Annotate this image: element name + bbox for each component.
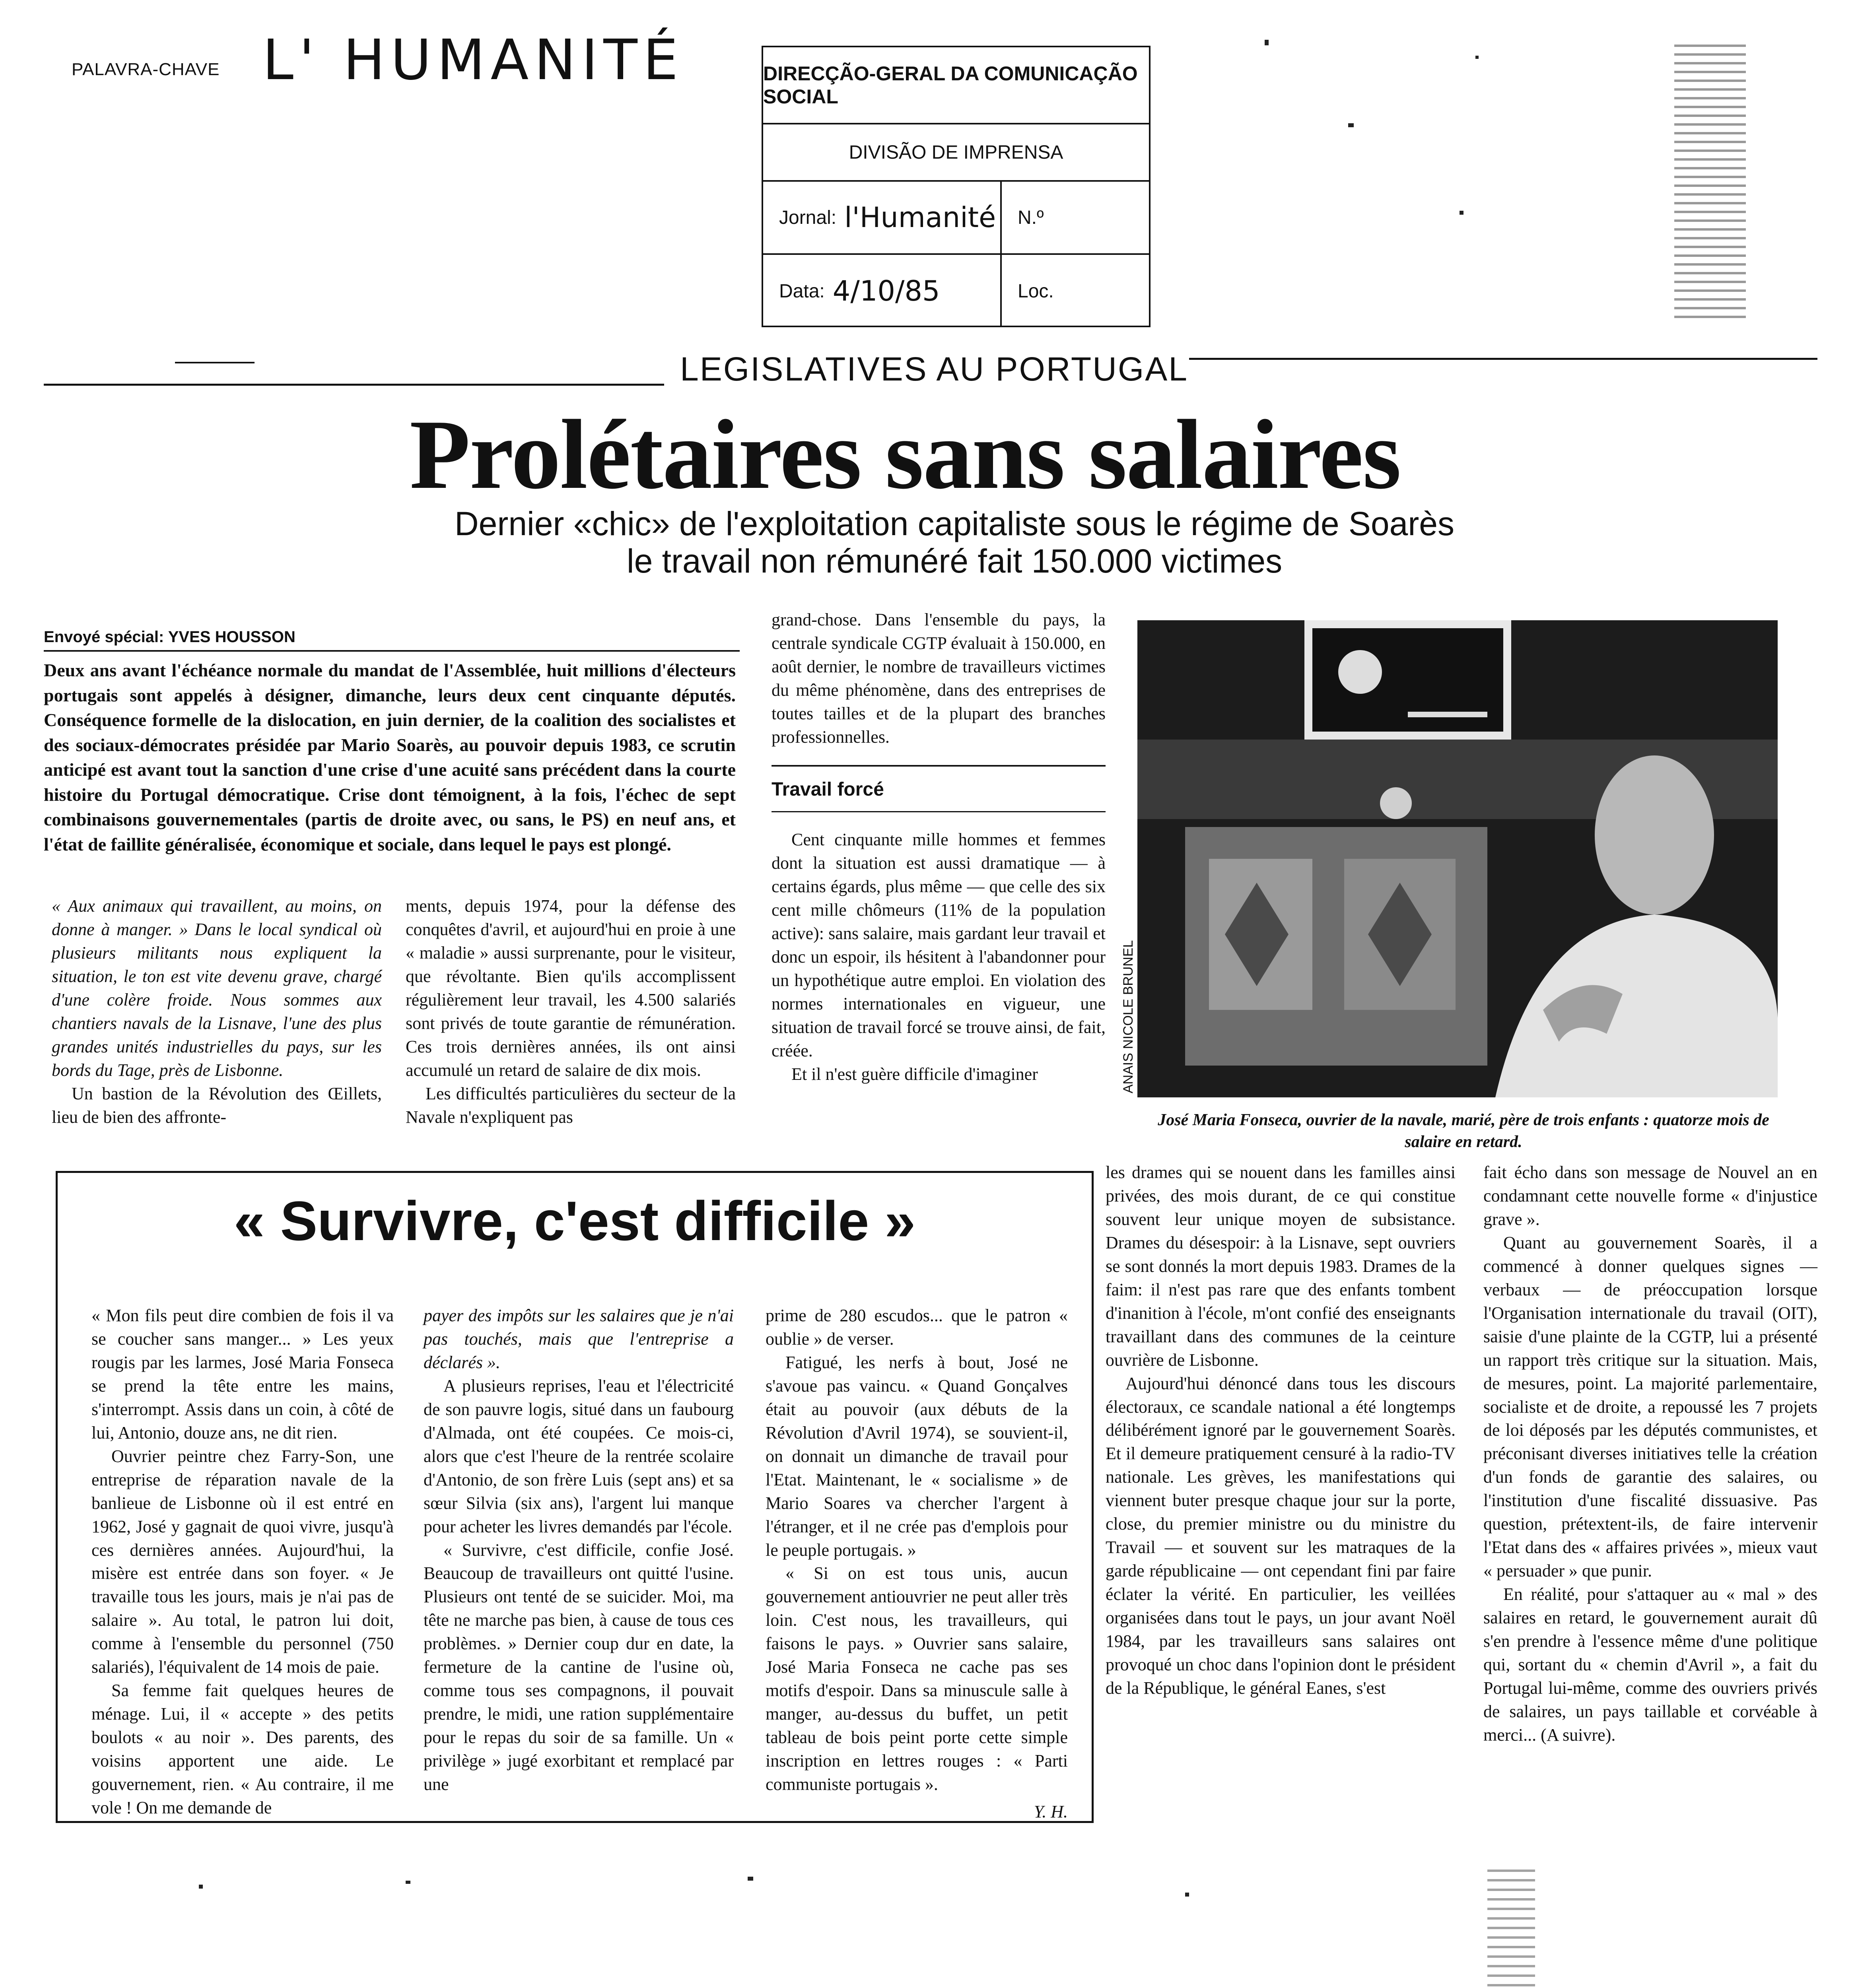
stamp-loc: Loc.	[1018, 280, 1054, 302]
scan-noise	[1253, 24, 1849, 334]
stamp-line-1: DIRECÇÃO-GERAL DA COMUNICAÇÃO SOCIAL	[763, 47, 1149, 124]
article-column-5	[1483, 1161, 1817, 1747]
section-subtitle: Travail forcé	[772, 779, 884, 800]
photo-illustration	[1137, 620, 1778, 1097]
scan-noise-bottom	[151, 1869, 1821, 1988]
sidebar-column-3	[766, 1304, 1068, 1824]
paragraph: les drames qui se nouent dans les familles ainsi privées, des mois durant, de ce qui constitue souvent leur unique moyen de subsistance. Drames du désespoir: à la Lisnave, sept ouvriers se sont donnés la mort depuis 1983. Drames de la faim: il n'est pas rare que des enfants tombent d'inanition à l'école, m'ont confié des enseignants travaillant dans des communes de la ceinture ouvrière de Lisbonne.	[1106, 1163, 1456, 1370]
article-column-4	[1106, 1161, 1456, 1700]
article-column-2	[406, 895, 736, 1129]
stamp-numero: N.º	[1018, 207, 1044, 228]
sidebar-title: « Survivre, c'est difficile »	[233, 1190, 916, 1252]
keyword-handwritten: L' HUMANITÉ	[262, 28, 684, 93]
paragraph: Ouvrier peintre chez Farry-Son, une entreprise de réparation navale de la banlieue de Lisbonne où il est entré en 1962, José y gagnait de quoi vivre, jusqu'à ces dernières années. Aujourd'hui, la misère est entrée dans son foyer. « Je travaille tous les jours, mais je n'ai pas de salaire ». Au total, le patron lui doit, comme à l'ensemble du personnel (750 salariés), l'équivalent de 14 mois de paie.	[91, 1446, 394, 1677]
paragraph: prime de 280 escudos... que le patron « oublie » de verser.	[766, 1306, 1068, 1349]
paragraph: fait écho dans son message de Nouvel an en condamnant cette nouvelle forme « d'injustice grave ».	[1483, 1163, 1817, 1229]
paragraph: Les difficultés particulières du secteur de la Navale n'expliquent pas	[406, 1083, 736, 1127]
section-tag: LEGISLATIVES AU PORTUGAL	[680, 350, 1188, 388]
photo-credit: ANAIS NICOLE BRUNEL	[1121, 940, 1136, 1093]
stamp-data: Data: 4/10/85	[763, 255, 1002, 327]
keyword-label: PALAVRA-CHAVE	[72, 60, 220, 79]
subheadline: Dernier «chic» de l'exploitation capitaliste sous le régime de Soarès le travail non rémunéré fait 150.000 victimes	[454, 505, 1455, 580]
paragraph: Quant au gouvernement Soarès, il a commencé à donner quelques signes — verbaux — de préoccupation lorsque l'Organisation internationale du travail (OIT), saisie d'une plainte de la CGTP, lui a présenté un rapport très critique sur la situation. Mais, de mesures, point. La majorité parlementaire, socialiste et de droite, a repoussé les 7 projets de loi déposés par les députés communistes, et préconisant diverses initiatives telle la création d'un fonds de garantie des salaires, ou l'institution d'une fiscalité dissuasive. Pas question, prétextent-ils, de faire intervenir l'Etat dans des « affaires privées », mieux vaut « persuader » que punir.	[1483, 1233, 1817, 1581]
paragraph: ments, depuis 1974, pour la défense des conquêtes d'avril, et aujourd'hui en proie à une « maladie » aussi surprenante, pour le visiteur, que révoltante. Bien qu'ils accomplissent régulièrement leur travail, les 4.500 salariés sont privés de toute garantie de rémunération. Ces trois dernières années, ils ont ainsi accumulé un retard de salaire de dix mois.	[406, 896, 736, 1080]
paragraph: A plusieurs reprises, l'eau et l'électricité de son pauvre logis, situé dans un faubourg d'Almada, ont été coupées. Ce mois-ci, alors que c'est l'heure de la rentrée scolaire d'Antonio, de son frère Luis (sept ans) et sa sœur Silvia (six ans), l'argent lui manque pour acheter les livres demandés par l'école.	[424, 1376, 734, 1536]
byline-rule	[44, 650, 740, 652]
paragraph: Cent cinquante mille hommes et femmes dont la situation est aussi dramatique — à certains égards, plus même — que celle des six cent mille chômeurs (11% de la population active): sans salaire, mais gardant leur travail et donc un espoir, ils hésitent à l'abandonner pour un hypothétique autre emploi. En violation des normes internationales en vigueur, une situation de travail forcé se trouve ainsi, de fait, créée.	[772, 830, 1106, 1060]
paragraph: Fatigué, les nerfs à bout, José ne s'avoue pas vaincu. « Quand Gonçalves était au pouvoir (aux débuts de la Révolution d'Avril 1974), se souvient-il, on donnait un dimanche de travail pour l'Etat. Maintenant, le « socialisme » de Mario Soares va chercher l'argent à l'étranger, et il ne crée pas d'emplois pour le peuple portugais. »	[766, 1352, 1068, 1560]
sidebar-box	[56, 1171, 1094, 1823]
headline: Prolétaires sans salaires	[410, 400, 1401, 510]
paragraph: Et il n'est guère difficile d'imaginer	[791, 1064, 1038, 1084]
section-rule-left	[44, 384, 664, 386]
article-column-3	[772, 608, 1106, 1086]
paragraph: « Survivre, c'est difficile, confie José. Beaucoup de travailleurs ont quitté l'usine. Plusieurs ont tenté de se suicider. Moi, ma tête ne marche pas bien, à cause de tous ces problèmes. » Dernier coup dur en date, la fermeture de la cantine de l'usine où, comme tous ses compagnons, il pouvait prendre, le midi, une ration supplémentaire pour le repas du soir de sa famille. Un « privilège » jugé exorbitant et remplacé par une	[424, 1540, 734, 1794]
stamp-jornal: Jornal: l'Humanité	[763, 182, 1002, 253]
paragraph: Aujourd'hui dénoncé dans tous les discours électoraux, ce scandale national a été longtemps délibérément ignoré par le gouvernement Soarès. Et il demeure pratiquement censuré à la radio-TV nationale. Les grèves, les manifestations qui viennent buter presque chaque jour sur la porte, close, du premier ministre ou du ministre du Travail — et souvent sur les matraques de la garde républicaine — ont cependant fini par faire éclater la vérité. En particulier, les veillées organisées dans tout le pays, un jour avant Noël 1984, par les travailleurs sans salaires ont provoqué un choc dans l'opinion dont le président de la République, le général Eanes, s'est	[1106, 1373, 1456, 1698]
byline: Envoyé spécial: YVES HOUSSON	[44, 628, 295, 646]
section-rule-right	[1189, 358, 1817, 360]
sidebar-column-1	[91, 1304, 394, 1820]
stamp-line-2: DIVISÃO DE IMPRENSA	[763, 124, 1149, 182]
paragraph: « Aux animaux qui travaillent, au moins, on donne à manger. » Dans le local syndical où plusieurs militants nous expliquent la situation, le ton est vite devenu grave, chargé d'une colère froide. Nous sommes aux chantiers navals de la Lisnave, l'une des plus grandes unités industrielles du pays, sur les bords du Tage, près de Lisbonne.	[52, 896, 382, 1080]
article-column-1	[52, 895, 382, 1129]
archive-stamp	[762, 46, 1151, 327]
paragraph: « Mon fils peut dire combien de fois il va se coucher sans manger... » Les yeux rougis par les larmes, José Maria Fonseca se prend la tête entre les mains, s'interrompt. Assis dans un coin, à côté de lui, Antonio, douze ans, ne dit rien.	[91, 1306, 394, 1442]
photo-caption: José Maria Fonseca, ouvrier de la navale, marié, père de trois enfants : quatorze mois de salaire en retard.	[1158, 1111, 1769, 1151]
paragraph: Sa femme fait quelques heures de ménage. Lui, il « accepte » des petits boulots « au noir ». Des parents, des voisins apportent une aide. Le gouvernement, rien. « Au contraire, il me vole ! On me demande de	[91, 1681, 394, 1818]
sidebar-column-2	[424, 1304, 734, 1796]
paragraph: payer des impôts sur les salaires que je n'ai pas touchés, mais que l'entreprise a déclarés ».	[424, 1306, 734, 1372]
paragraph: « Si on est tous unis, aucun gouvernement antiouvrier ne peut aller très loin. C'est nous, les travailleurs, qui faisons le pays. » Ouvrier sans salaire, José Maria Fonseca ne cache pas ses motifs d'espoir. Dans sa minuscule salle à manger, au-dessus du buffet, un petit tableau de bois peint porte cette simple inscription en lettres rouges : « Parti communiste portugais ».	[766, 1563, 1068, 1794]
article-lede: Deux ans avant l'échéance normale du mandat de l'Assemblée, huit millions d'électeurs portugais sont appelés à désigner, dimanche, leurs deux cent cinquante députés. Conséquence formelle de la dislocation, en juin dernier, de la coalition des socialistes et des sociaux-démocrates présidée par Mario Soarès, au pouvoir depuis 1983, ce scrutin anticipé est avant tout la sanction d'une crise d'une acuité sans précédent dans la courte histoire du Portugal démocratique. Crise dont témoignent, à la fois, l'échec de sept combinaisons gouvernementales (partis de droite avec, ou sans, le PS) en neuf ans, et l'état de faillite généralisée, économique et sociale, dans lequel le pays est plongé.	[44, 660, 736, 854]
paragraph: grand-chose. Dans l'ensemble du pays, la centrale syndicale CGTP évaluait à 150.000, en août dernier, le nombre de travailleurs victimes du même phénomène, dans des entreprises de toutes tailles et de la plupart des branches professionnelles.	[772, 610, 1106, 747]
sidebar-signature: Y. H.	[1034, 1802, 1068, 1822]
section-rule-left-short	[175, 362, 255, 363]
photo-jose-maria-fonseca	[1137, 620, 1778, 1097]
paragraph: Un bastion de la Révolution des Œillets, lieu de bien des affronte-	[52, 1083, 382, 1127]
paragraph: En réalité, pour s'attaquer au « mal » des salaires en retard, le gouvernement aurait dû s'en prendre à l'essence même d'une politique qui, sortant du « chemin d'Avril », a fait du Portugal lui-même, comme des ouvriers privés de salaires, un pays taillable et corvéable à merci... (A suivre).	[1483, 1584, 1817, 1745]
